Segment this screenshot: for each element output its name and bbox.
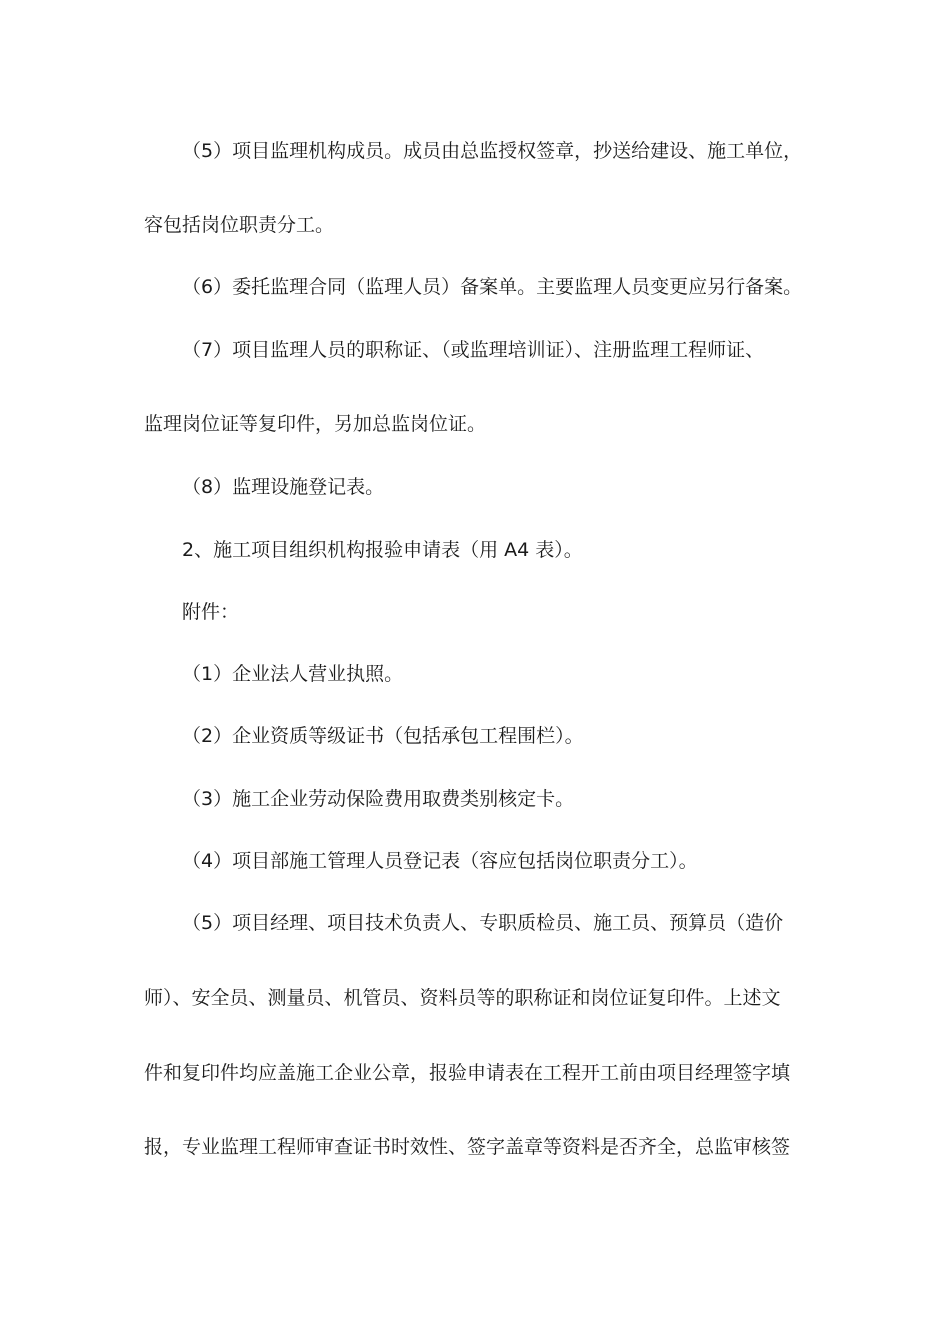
paragraph-line: （1）企业法人营业执照。	[182, 663, 404, 685]
paragraph-line: （6）委托监理合同（监理人员）备案单。主要监理人员变更应另行备案。	[182, 276, 803, 298]
paragraph-line: （5）项目监理机构成员。成员由总监授权签章，抄送给建设、施工单位，	[182, 140, 803, 162]
paragraph-line: （3）施工企业劳动保险费用取费类别核定卡。	[182, 788, 575, 810]
section-heading: 2、施工项目组织机构报验申请表（用 A4 表）。	[182, 539, 583, 561]
paragraph-line: 师）、安全员、测量员、机管员、资料员等的职称证和岗位证复印件。上述文	[144, 987, 781, 1009]
paragraph-line: 监理岗位证等复印件，另加总监岗位证。	[144, 413, 487, 435]
attachments-label: 附件：	[182, 601, 240, 623]
paragraph-line: 容包括岗位职责分工。	[144, 214, 335, 236]
paragraph-line: （5）项目经理、项目技术负责人、专职质检员、施工员、预算员（造价	[182, 912, 784, 934]
paragraph-line: 件和复印件均应盖施工企业公章，报验申请表在工程开工前由项目经理签字填	[144, 1062, 791, 1084]
paragraph-line: （4）项目部施工管理人员登记表（容应包括岗位职责分工）。	[182, 850, 698, 872]
paragraph-line: （2）企业资质等级证书（包括承包工程围栏）。	[182, 725, 584, 747]
paragraph-line: 报，专业监理工程师审查证书时效性、签字盖章等资料是否齐全，总监审核签	[144, 1136, 791, 1158]
paragraph-line: （8）监理设施登记表。	[182, 476, 385, 498]
paragraph-line: （7）项目监理人员的职称证、（或监理培训证）、注册监理工程师证、	[182, 339, 765, 361]
